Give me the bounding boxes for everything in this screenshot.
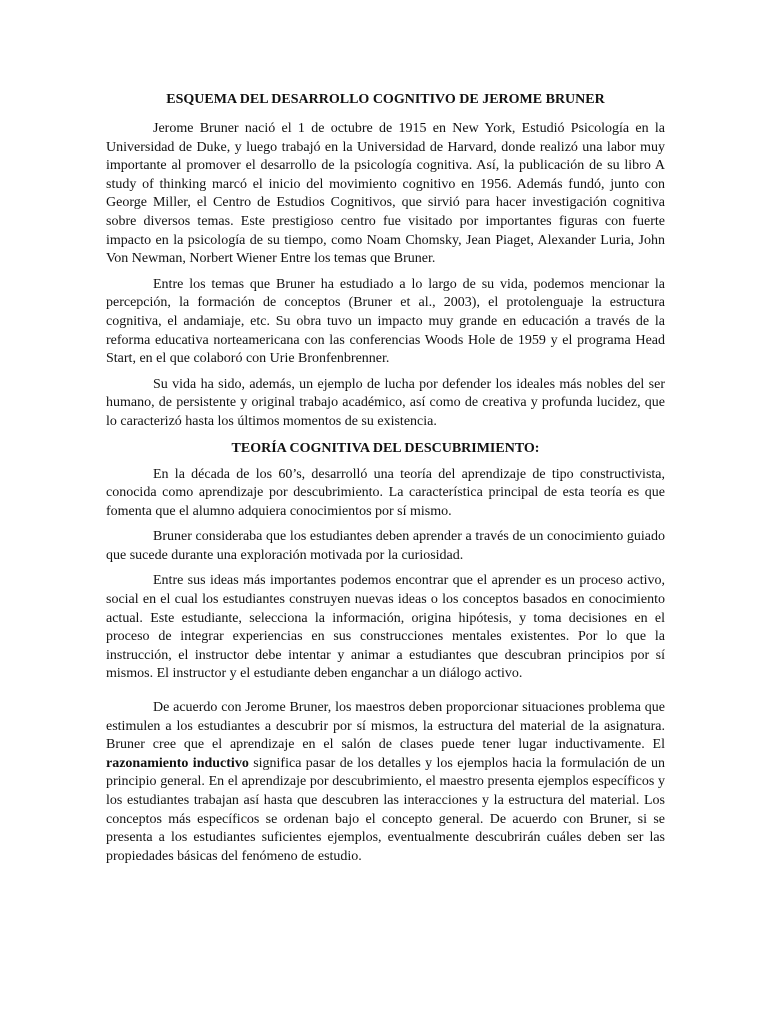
section-title: TEORÍA COGNITIVA DEL DESCUBRIMIENTO: [231,440,540,456]
paragraph-theory-intro: En la década de los 60’s, desarrolló una teoría del aprendizaje de tipo constructivista, conocida como aprendizaje por descubrimiento. La característica principal de esta teoría es que fomenta que el alumno adquiera conocimientos por sí mismo. [106,466,665,519]
paragraph-inductive-reasoning [106,699,665,866]
bold-term-inductive-reasoning: razonamiento inductivo [106,755,249,771]
document-title: ESQUEMA DEL DESARROLLO COGNITIVO DE JEROME BRUNER [166,92,605,107]
paragraph-text-end: significa pasar de los detalles y los ejemplos hacia la formulación de un principio general. En el aprendizaje por descubrimiento, el maestro presenta ejemplos específicos y los estudiantes trabajan así hasta que descubren las interacciones y la estructura del material. Los conceptos más específicos se ordenan bajo el concepto general. De acuerdo con Bruner, si se presenta a los estudiantes suficientes ejemplos, eventualmente descubrirán cuáles deben ser las propiedades básicas del fenómeno de estudio. [106,755,665,864]
paragraph-text-start: De acuerdo con Jerome Bruner, los maestros deben proporcionar situaciones problema que estimulen a los estudiantes a descubrir por sí mismos, la estructura del material de la asignatura. Bruner cree que el aprendizaje en el salón de clases puede tener lugar inductivamente. El [106,700,665,753]
paragraph-research-topics: Entre los temas que Bruner ha estudiado a lo largo de su vida, podemos mencionar la percepción, la formación de conceptos (Bruner et al., 2003), el protolenguaje la estructura cognitiva, el andamiaje, etc. Su obra tuvo un impacto muy grande en educación a través de la reforma educativa norteamericana con las conferencias Woods Hole de 1959 y el programa Head Start, en el que colaboró con Urie Bronfenbrenner. [106,276,665,367]
paragraph-active-process: Entre sus ideas más importantes podemos encontrar que el aprender es un proceso activo, social en el cual los estudiantes construyen nuevas ideas o los conceptos basados en conocimiento actual. Este estudiante, selecciona la información, origina hipótesis, y toma decisiones en el proceso de integrar experiencias en sus construcciones mentales existentes. Por lo que la instrucción, el instructor debe intentar y animar a estudiantes que descubran principios por sí mismos. El instructor y el estudiante deben enganchar a un diálogo activo. [106,573,665,682]
paragraph-guided-learning: Bruner consideraba que los estudiantes deben aprender a través de un conocimiento guiado que sucede durante una exploración motivada por la curiosidad. [106,529,665,563]
paragraph-legacy: Su vida ha sido, además, un ejemplo de lucha por defender los ideales más nobles del ser humano, de persistente y original trabajo académico, así como de creativa y profunda lucidez, que lo caracterizó hasta los últimos momentos de su existencia. [106,376,665,429]
paragraph-biography: Jerome Bruner nació el 1 de octubre de 1915 en New York, Estudió Psicología en la Universidad de Duke, y luego trabajó en la Universidad de Harvard, donde realizó una labor muy importante al promover el desarrollo de la psicología cognitiva. Así, la publicación de su libro A study of thinking marcó el inicio del movimiento cognitivo en 1956. Además fundó, junto con George Miller, el Centro de Estudios Cognitivos, que sirvió para hacer investigación cognitiva sobre diversos temas. Este prestigioso centro fue visitado por importantes figuras con fuerte impacto en la psicología de su tiempo, como Noam Chomsky, Jean Piaget, Alexander Luria, John Von Newman, Norbert Wiener Entre los temas que Bruner. [106,121,665,267]
